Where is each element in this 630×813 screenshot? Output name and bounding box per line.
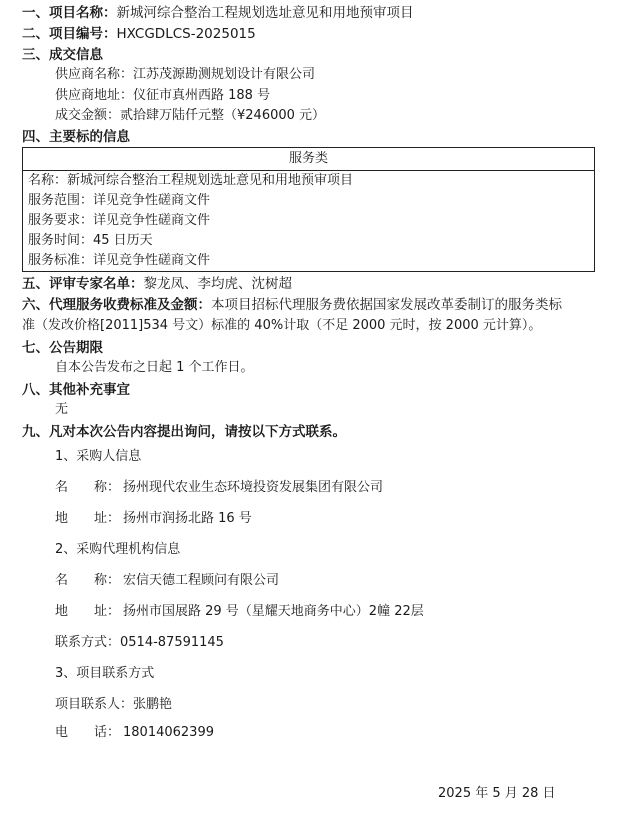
agency-phone: 联系方式：0514-87591145 [55, 635, 224, 650]
table-row: 服务时间：45 日历天 [28, 233, 153, 248]
agency-name [55, 571, 279, 591]
table-row: 服务要求：详见竞争性磋商文件 [28, 213, 211, 228]
agency-title: 2、采购代理机构信息 [55, 542, 181, 557]
project-contact-person: 项目联系人：张鹏艳 [55, 697, 173, 712]
section-other-heading: 八、其他补充事宜 [22, 382, 130, 398]
agency-fee-continued: 准（发改价格[2011]534 号文）标准的 40%计取（不足 2000 元时，按 2000 元计算）。 [22, 318, 542, 333]
buyer-title: 1、采购人信息 [55, 449, 142, 464]
table-row: 名称：新城河综合整治工程规划选址意见和用地预审项目 [28, 173, 354, 188]
table-row: 服务标准：详见竞争性磋商文件 [28, 253, 211, 268]
supplier-address: 供应商地址：仪征市真州西路 188 号 [55, 88, 271, 103]
buyer-address [55, 509, 252, 529]
supplier-name: 供应商名称：江苏茂源勘测规划设计有限公司 [55, 67, 316, 82]
section-period-heading: 七、公告期限 [22, 340, 103, 356]
period-text: 自本公告发布之日起 1 个工作日。 [55, 360, 254, 375]
other-text: 无 [55, 402, 69, 417]
heading-value: 本项目招标代理服务费依据国家发展改革委制订的服务类标 [211, 297, 562, 313]
buyer-name [55, 478, 383, 498]
service-table [22, 147, 595, 272]
field-label: 地 址： [55, 511, 121, 526]
field-value: 扬州市国展路 29 号（星耀天地商务中心）2幢 22层 [123, 604, 424, 619]
field-value: 宏信天德工程顾问有限公司 [123, 573, 280, 588]
heading-label: 一、项目名称： [22, 5, 117, 21]
field-value: 扬州现代农业生态环境投资发展集团有限公司 [123, 480, 384, 495]
heading-label: 六、代理服务收费标准及金额： [22, 297, 211, 313]
table-row: 服务范围：详见竞争性磋商文件 [28, 193, 211, 208]
field-value: 扬州市润扬北路 16 号 [123, 511, 252, 526]
field-label: 名 称： [55, 573, 121, 588]
service-table-header: 服务类 [23, 148, 594, 171]
heading-label: 五、评审专家名单： [22, 276, 144, 292]
field-label: 地 址： [55, 604, 121, 619]
publish-date: 2025 年 5 月 28 日 [438, 786, 556, 801]
heading-value: 黎龙凤、李均虎、沈树超 [143, 276, 292, 292]
section-subject-heading: 四、主要标的信息 [22, 129, 130, 145]
expert-list [22, 274, 292, 294]
heading-label: 二、项目编号： [22, 26, 117, 42]
project-number [22, 24, 256, 44]
section-contact-heading: 九、凡对本次公告内容提出询问，请按以下方式联系。 [22, 424, 346, 440]
project-phone [55, 723, 214, 743]
section-deal-heading: 三、成交信息 [22, 47, 103, 63]
field-label: 名 称： [55, 480, 121, 495]
field-value: 18014062399 [123, 725, 214, 740]
heading-value: HXCGDLCS-2025015 [116, 26, 256, 42]
heading-value: 新城河综合整治工程规划选址意见和用地预审项目 [116, 5, 414, 21]
field-label: 电 话： [55, 725, 121, 740]
agency-fee [22, 295, 562, 315]
project-name [22, 3, 414, 23]
agency-address [55, 602, 424, 622]
project-contact-title: 3、项目联系方式 [55, 666, 155, 681]
deal-amount: 成交金额：贰拾肆万陆仟元整（¥246000 元） [55, 108, 326, 123]
